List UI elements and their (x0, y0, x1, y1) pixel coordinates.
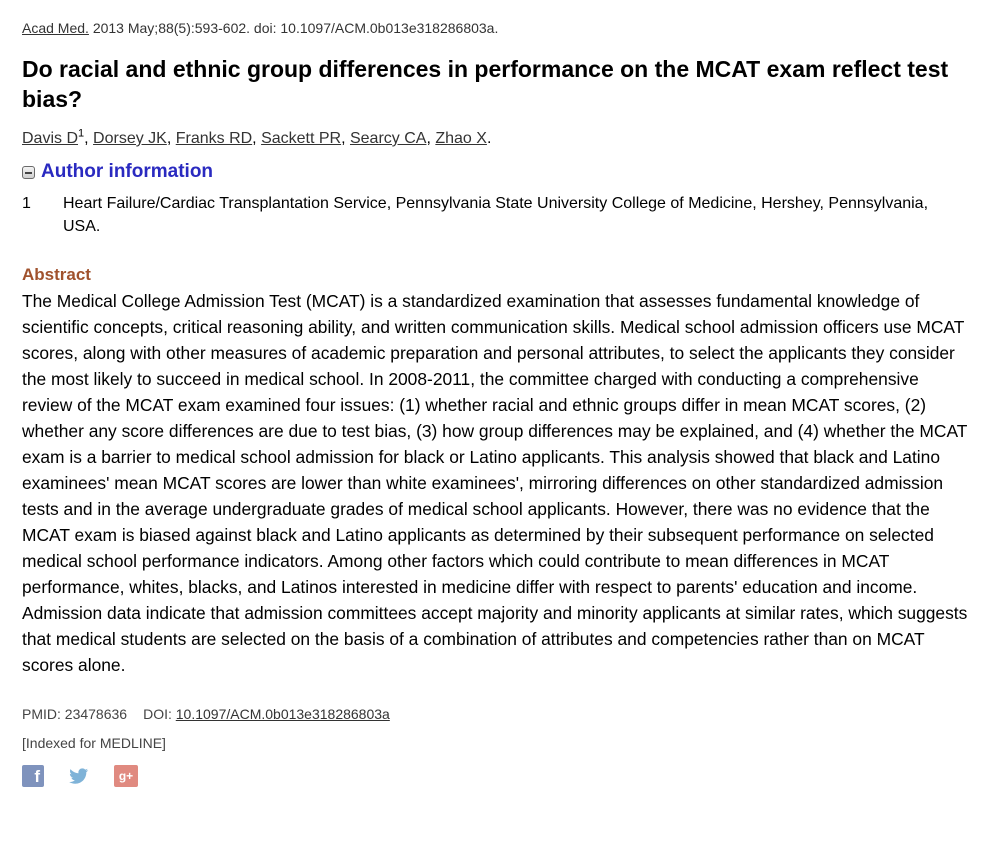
affiliation-number: 1 (22, 195, 31, 212)
twitter-share-button[interactable] (68, 765, 90, 787)
author-information-label[interactable]: Author information (41, 161, 214, 182)
journal-link[interactable]: Acad Med. (22, 20, 89, 36)
author-link[interactable]: Sackett PR (261, 130, 342, 147)
author-link[interactable]: Dorsey JK (93, 130, 167, 147)
author-separator: , (252, 130, 262, 147)
citation-line (22, 18, 972, 38)
doi-label: DOI: (143, 706, 172, 722)
author-separator: . (486, 130, 492, 147)
author-link[interactable]: Zhao X (435, 130, 487, 147)
author-separator: , (166, 130, 176, 147)
collapse-icon[interactable] (22, 166, 35, 179)
share-bar (22, 765, 972, 787)
abstract-text: The Medical College Admission Test (MCAT) is a standardized examination that assesses fundamental knowledge of scientific concepts, critical reasoning ability, and written communication skills. Medical school admission officers use MCAT scores, along with other measures of academic preparation and personal attributes, to select the applicants they consider the most likely to succeed in medical school. In 2008-2011, the committee charged with conducting a comprehensive review of the MCAT exam examined four issues: (1) whether racial and ethnic groups differ in mean MCAT scores, (2) whether any score differences are due to test bias, (3) how group differences may be explained, and (4) whether the MCAT exam is a barrier to medical school admission for black or Latino applicants. This analysis showed that black and Latino examinees' mean MCAT scores are lower than white examinees', mirroring differences on other standardized admission tests and in the average undergraduate grades of medical school applicants. However, there was no evidence that the MCAT exam is biased against black and Latino applicants as determined by their subsequent performance on selected medical school performance indicators. Among other factors which could contribute to mean differences in MCAT performance, whites, blacks, and Latinos interested in medicine differ with respect to parents' education and income. Admission data indicate that admission committees accept majority and minority applicants at similar rates, which suggests that medical students are selected on the basis of a combination of attributes and competencies rather than on MCAT scores alone. (22, 291, 968, 675)
citation-details: 2013 May;88(5):593-602. doi: 10.1097/ACM.0b013e318286803a. (92, 20, 499, 36)
affiliation-item (22, 192, 972, 238)
author-separator: , (84, 130, 94, 147)
affiliation-text: Heart Failure/Cardiac Transplantation Service, Pennsylvania State University College of Medicine, Hershey, Pennsylvania, USA. (63, 195, 929, 235)
indexed-status: [Indexed for MEDLINE] (22, 735, 166, 751)
author-link[interactable]: Davis D (22, 130, 79, 147)
article-page (22, 18, 972, 787)
googleplus-icon: g+ (118, 769, 134, 783)
googleplus-share-button[interactable] (114, 765, 138, 787)
author-list (22, 128, 972, 150)
identifiers (22, 704, 972, 724)
author-separator: , (341, 130, 350, 147)
pmid: PMID: 23478636 (22, 706, 128, 722)
article-title: Do racial and ethnic group differences in performance on the MCAT exam reflect test bias? (22, 56, 949, 112)
facebook-share-button[interactable] (22, 765, 44, 787)
facebook-icon: f (34, 767, 40, 786)
abstract-heading: Abstract (22, 265, 91, 284)
author-link[interactable]: Franks RD (175, 130, 253, 147)
author-link[interactable]: Searcy CA (349, 130, 427, 147)
twitter-icon (69, 768, 89, 784)
author-separator: , (426, 130, 436, 147)
author-affiliation-marker: 1 (78, 127, 85, 140)
author-information-toggle[interactable] (22, 160, 972, 184)
doi-link[interactable]: 10.1097/ACM.0b013e318286803a (175, 706, 390, 722)
